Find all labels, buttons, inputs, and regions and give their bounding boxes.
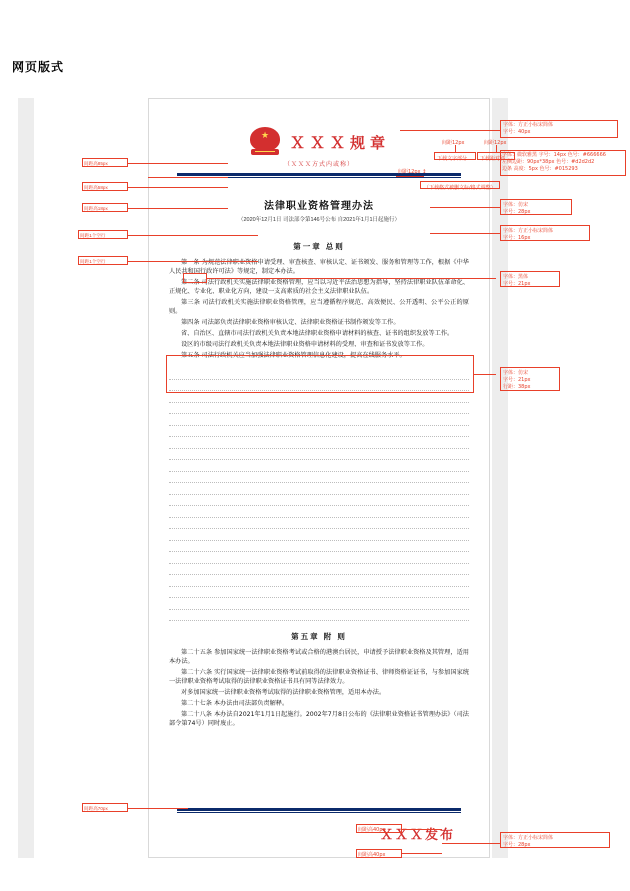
annotation-left-5: 间距高70px [84, 806, 108, 811]
annotation-right-4-line2: 字号：21px [503, 281, 531, 287]
annotation-leader [430, 233, 500, 234]
annotation-right-5-line1: 字体：仿宋 [503, 370, 529, 376]
annotation-bottom-1: 间距高40px [358, 852, 386, 858]
document-body [169, 231, 469, 730]
paragraph: 第四条 司法部负责法律职业资格审核认定、法律职业资格证书制作颁发等工作。 [181, 319, 400, 326]
header-title: ＸＸＸ规章 [289, 133, 390, 152]
law-meta: （2020年12月1日 司法部令第146号公布 自2021年1月1日起施行） [238, 217, 400, 223]
annotation-bottom-0: 间距高40px [358, 827, 386, 833]
annotation-leader [442, 843, 500, 844]
annotation-leader [402, 829, 442, 830]
annotation-leader [430, 207, 500, 208]
annotation-right-6-line2: 字号：28px [503, 842, 531, 848]
paragraph: 设区的市级司法行政机关负责本地法律职业资格申请材料的受理、审查和证书发放等工作。 [181, 341, 429, 348]
annotation-left-3: 间距1个空行 [80, 233, 106, 238]
page-title: 网页版式 [12, 60, 65, 74]
annotation-highlight-article2 [183, 273, 207, 283]
annotation-top-5: （下载格式被删文标/格式调整） [424, 185, 496, 191]
paragraph: 第二十五条 参加国家统一法律职业资格考试或合格的港澳台居民，申请授予法律职业资格及其管理，适用本办法。 [169, 649, 469, 665]
annotation-right-6-line1: 字体：方正小标宋简体 [503, 835, 554, 841]
annotation-leader [128, 235, 258, 236]
paragraph: 第二十八条 本办法自2021年1月1日起施行。2002年7月8日公布的《法律职业资格证书管理办法》（司法部令第74号）同时废止。 [169, 711, 469, 727]
annotation-right-0-line1: 字体：方正小标宋简体 [503, 122, 554, 128]
annotation-right-3-line1: 字体：方正小标宋简体 [503, 228, 554, 234]
annotation-leader [128, 261, 258, 262]
left-margin-guide [18, 98, 34, 858]
annotation-leader [396, 176, 424, 177]
annotation-leader [455, 145, 456, 152]
annotation-leader [402, 853, 442, 854]
annotation-leader [128, 187, 228, 188]
annotation-leader [128, 208, 228, 209]
paragraph: 对多加国家统一法律职业资格考试取得的法律职业资格管理，适用本办法。 [181, 689, 386, 696]
paragraph: 第三条 司法行政机关实施法律职业资格管理，应当遵循程序规范、高效便民、公开透明、公平公正的原则。 [169, 299, 469, 315]
annotation-box [82, 158, 128, 167]
annotation-leader [207, 278, 496, 279]
annotation-right-5-line3: 行距：38px [503, 384, 531, 390]
annotation-leader [148, 177, 228, 178]
placeholder-lines [169, 368, 469, 621]
law-title: 法律职业资格管理办法 [264, 201, 374, 212]
annotation-highlight-block [166, 355, 474, 393]
paragraph: 省、自治区、直辖市司法行政机关负责本地法律职业资格申请材料的核查、证书的组织发放等工作。 [181, 330, 454, 337]
annotation-leader [128, 163, 228, 164]
paragraph: 第二条 司法行政机关实施法律职业资格管理，应当以习近平法治思想为指导，坚持法律职业队伍革命化、正规化、专业化、职业化方向，建设一支高素质的社会主义法律职业队伍。 [169, 279, 469, 295]
annotation-top-1: 间距12px [484, 140, 507, 146]
document-sheet [148, 98, 490, 858]
annotation-box [82, 182, 128, 191]
national-emblem-icon: ★ [248, 127, 282, 157]
annotation-left-1: 间距高58px [84, 185, 108, 190]
paragraph: 第二十七条 本办法由司法部负责解释。 [181, 700, 289, 707]
annotation-leader [128, 808, 188, 809]
annotation-box [434, 152, 476, 160]
paragraph: 第一条 为规范法律职业资格申请受理、审查核查、审核认定、证书颁发、服务和管理等工作，根据《中华人民共和国行政许可法》等规定，制定本办法。 [169, 259, 469, 275]
annotation-right-1-line3: 边条 高度：5px 色号：#015293 [502, 166, 578, 172]
publisher-name: ＸＸＸ发布 [379, 828, 455, 843]
annotation-top-3: 下载距对斜 [480, 156, 506, 162]
annotation-box [78, 230, 128, 239]
annotation-left-4: 间距1个空行 [80, 259, 106, 264]
annotation-right-1-line2: 左侧边距：90px*38px 色号：#d2d2d2 [502, 159, 595, 165]
annotation-right-2-line2: 字号：28px [503, 209, 531, 215]
annotation-left-0: 间距高85px [84, 161, 108, 166]
annotation-right-0-line2: 字号：40px [503, 129, 531, 135]
annotation-box [78, 256, 128, 265]
annotation-top-4: 间距12px ↕ [398, 169, 427, 175]
footer-divider [177, 808, 461, 811]
annotation-box [82, 803, 128, 812]
paragraph: 第二十六条 实行国家统一法律职业资格考试前取得的法律职业资格证书、律师资格证证书，与参加国家统一法律职业资格考试取得的法律职业资格证书具有同等法律效力。 [169, 669, 469, 685]
annotation-box [420, 181, 500, 189]
annotation-leader [496, 145, 497, 152]
annotation-leader [474, 374, 496, 375]
annotation-top-0: 间距12px [442, 140, 465, 146]
annotation-right-2-line1: 字体：仿宋 [503, 202, 529, 208]
annotation-box [477, 152, 515, 160]
annotation-leader [400, 130, 500, 131]
header-subtitle: （ＸＸＸ方式内或称） [283, 162, 354, 168]
chapter-heading-5: 第五章 附 则 [291, 632, 347, 641]
paragraph: 第五条 司法行政机关应当加强法律职业资格管理信息化建设，提高在线服务水平。 [181, 352, 406, 359]
annotation-right-3-line2: 字号：16px [503, 235, 531, 241]
annotation-right-1-line1: 字体：微软雅黑 字号：14px 色号：#666666 [502, 152, 606, 158]
annotation-box [82, 203, 128, 212]
annotation-top-2: 下载文字部分 [437, 156, 468, 162]
chapter-heading-1: 第一章 总则 [293, 242, 345, 251]
annotation-right-4-line1: 字体：黑体 [503, 274, 529, 280]
annotation-left-2: 间距高18px [84, 206, 108, 211]
annotation-right-5-line2: 字号：21px [503, 377, 531, 383]
